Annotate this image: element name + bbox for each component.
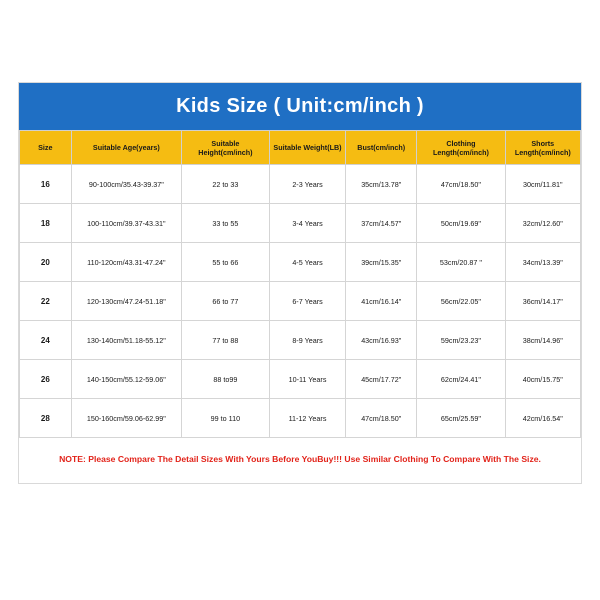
cell-bust: 43cm/16.93"	[346, 321, 417, 360]
cell-clothing-length: 53cm/20.87 "	[417, 243, 505, 282]
cell-shorts-length: 34cm/13.39"	[505, 243, 580, 282]
table-row	[20, 360, 581, 399]
cell-size: 22	[20, 282, 72, 321]
cell-weight: 2-3 Years	[269, 165, 345, 204]
cell-weight: 3-4 Years	[269, 204, 345, 243]
cell-clothing-length: 65cm/25.59"	[417, 399, 505, 438]
cell-size: 20	[20, 243, 72, 282]
cell-bust: 47cm/18.50"	[346, 399, 417, 438]
size-chart-card	[18, 82, 582, 484]
cell-size: 18	[20, 204, 72, 243]
cell-height: 99 to 110	[182, 399, 270, 438]
cell-clothing-length: 47cm/18.50"	[417, 165, 505, 204]
column-header-height: Suitable Height(cm/inch)	[182, 131, 270, 165]
size-table	[19, 130, 581, 438]
cell-clothing-length: 56cm/22.05"	[417, 282, 505, 321]
cell-height: 22 to 33	[182, 165, 270, 204]
table-row	[20, 204, 581, 243]
cell-bust: 41cm/16.14"	[346, 282, 417, 321]
cell-bust: 39cm/15.35"	[346, 243, 417, 282]
cell-height: 88 to99	[182, 360, 270, 399]
column-header-clothing-length: Clothing Length(cm/inch)	[417, 131, 505, 165]
cell-shorts-length: 36cm/14.17"	[505, 282, 580, 321]
cell-age: 140-150cm/55.12-59.06"	[71, 360, 181, 399]
table-row	[20, 243, 581, 282]
cell-weight: 8-9 Years	[269, 321, 345, 360]
table-row	[20, 165, 581, 204]
cell-size: 24	[20, 321, 72, 360]
column-header-bust: Bust(cm/inch)	[346, 131, 417, 165]
cell-shorts-length: 38cm/14.96"	[505, 321, 580, 360]
cell-shorts-length: 40cm/15.75"	[505, 360, 580, 399]
table-row	[20, 282, 581, 321]
cell-age: 120-130cm/47.24-51.18"	[71, 282, 181, 321]
cell-age: 130-140cm/51.18-55.12"	[71, 321, 181, 360]
column-header-shorts-length: Shorts Length(cm/inch)	[505, 131, 580, 165]
cell-age: 110-120cm/43.31-47.24"	[71, 243, 181, 282]
cell-bust: 45cm/17.72"	[346, 360, 417, 399]
cell-size: 16	[20, 165, 72, 204]
cell-size: 28	[20, 399, 72, 438]
cell-weight: 10-11 Years	[269, 360, 345, 399]
cell-clothing-length: 59cm/23.23"	[417, 321, 505, 360]
cell-height: 66 to 77	[182, 282, 270, 321]
cell-clothing-length: 50cm/19.69"	[417, 204, 505, 243]
column-header-size: Size	[20, 131, 72, 165]
cell-age: 100-110cm/39.37-43.31"	[71, 204, 181, 243]
cell-shorts-length: 30cm/11.81"	[505, 165, 580, 204]
chart-title-bar	[19, 83, 581, 130]
column-header-age: Suitable Age(years)	[71, 131, 181, 165]
cell-shorts-length: 42cm/16.54"	[505, 399, 580, 438]
cell-height: 77 to 88	[182, 321, 270, 360]
cell-shorts-length: 32cm/12.60"	[505, 204, 580, 243]
cell-weight: 6-7 Years	[269, 282, 345, 321]
cell-weight: 11-12 Years	[269, 399, 345, 438]
cell-age: 90-100cm/35.43-39.37"	[71, 165, 181, 204]
table-row	[20, 399, 581, 438]
cell-clothing-length: 62cm/24.41"	[417, 360, 505, 399]
page-title: Kids Size ( Unit:cm/inch )	[176, 95, 424, 117]
cell-age: 150-160cm/59.06-62.99"	[71, 399, 181, 438]
cell-height: 33 to 55	[182, 204, 270, 243]
table-header-row	[20, 131, 581, 165]
cell-weight: 4-5 Years	[269, 243, 345, 282]
note-text: NOTE: Please Compare The Detail Sizes With Yours Before YouBuy!!! Use Similar Clothing To Compare With The Size.	[19, 438, 581, 483]
table-row	[20, 321, 581, 360]
cell-height: 55 to 66	[182, 243, 270, 282]
cell-bust: 35cm/13.78"	[346, 165, 417, 204]
cell-bust: 37cm/14.57"	[346, 204, 417, 243]
column-header-weight: Suitable Weight(LB)	[269, 131, 345, 165]
cell-size: 26	[20, 360, 72, 399]
